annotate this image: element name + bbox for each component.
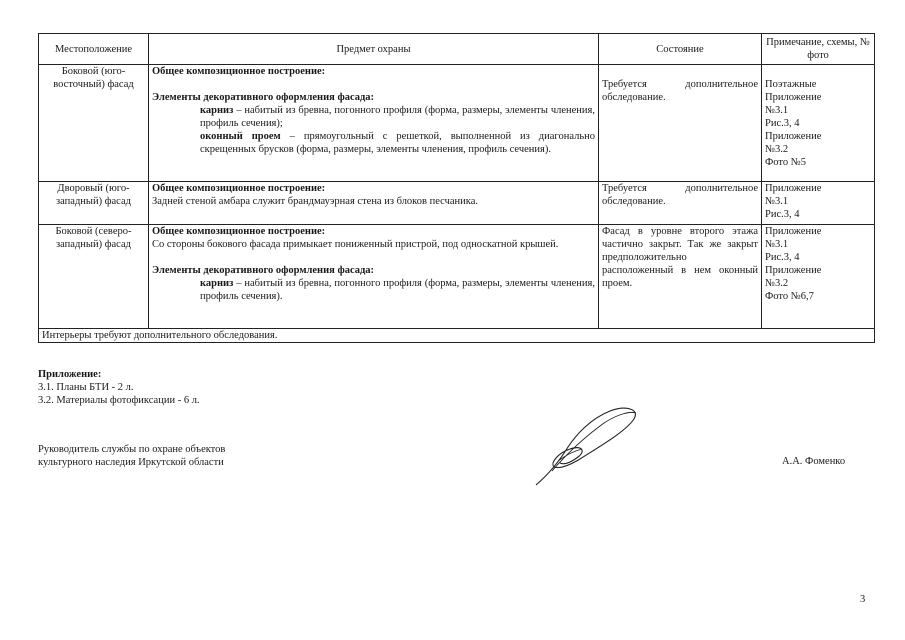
heritage-table [38,33,875,343]
appendix-item: 3.1. Планы БТИ - 2 л. [38,382,134,393]
item-text: – набитый из бревна, погонного профиля (форма, размеры, элементы членения, профиль сечения); [200,105,595,129]
note-line: Рис.3, 4 [765,118,800,129]
position-line: Руководитель службы по охране объектов [38,444,226,455]
row-notes [762,65,875,182]
subject-item [152,130,595,156]
note-line: Приложение [765,265,822,276]
header-state: Состояние [599,34,762,65]
note-line: №3.1 [765,196,789,207]
note-line: Приложение [765,183,822,194]
item-text: – прямоугольный с решеткой, выполненной из диагонально скрещенных брусков (форма, размеры, элементы членения, профиль сечения). [200,131,595,155]
header-notes: Примечание, схемы, № фото [762,34,875,65]
note-line: №3.1 [765,239,789,250]
subject-text: Задней стеной амбара служит брандмауэрная стена из блоков песчаника. [152,196,478,207]
subject-item [152,277,595,303]
subject-heading: Общее композиционное построение: [152,226,326,237]
appendix-section [38,368,200,407]
row-state: Требуется дополнительное обследование. [599,182,762,225]
interiors-note: Интерьеры требуют дополнительного обследования. [39,329,875,343]
row-notes [762,182,875,225]
table-footer-row [39,329,875,343]
subject-heading: Элементы декоративного оформления фасада: [152,265,375,276]
appendix-item: 3.2. Материалы фотофиксации - 6 л. [38,395,200,406]
subject-text: Со стороны бокового фасада примыкает пониженный пристрой, под односкатной крышей. [152,239,559,250]
row-location: Боковой (юго-восточный) фасад [39,65,149,182]
header-subject: Предмет охраны [149,34,599,65]
subject-item [152,104,595,130]
appendix-title: Приложение: [38,369,102,380]
subject-heading: Общее композиционное построение: [152,183,326,194]
item-text: – набитый из бревна, погонного профиля (форма, размеры, элементы членения, профиль сечения). [200,278,595,302]
note-line: Рис.3, 4 [765,209,800,220]
note-line: Приложение [765,226,822,237]
row-location: Дворовый (юго-западный) фасад [39,182,149,225]
note-line: Поэтажные [765,79,817,90]
signatory-position [38,443,225,469]
position-line: культурного наследия Иркутской области [38,457,224,468]
note-line: Приложение [765,131,822,142]
table-header-row [39,34,875,65]
header-location: Местоположение [39,34,149,65]
handwritten-signature [530,405,660,490]
note-line: Рис.3, 4 [765,252,800,263]
item-term: оконный проем [200,131,281,142]
row-subject [149,225,599,329]
item-term: карниз [200,278,234,289]
note-line: №3.2 [765,278,789,289]
row-subject [149,182,599,225]
row-location: Боковой (северо-западный) фасад [39,225,149,329]
page-number: 3 [860,594,866,605]
item-term: карниз [200,105,234,116]
note-line: Фото №6,7 [765,291,814,302]
note-line: Фото №5 [765,157,807,168]
note-line: Приложение [765,92,822,103]
signatory-name: А.А. Фоменко [782,456,846,467]
table-row [39,182,875,225]
subject-heading: Элементы декоративного оформления фасада: [152,92,375,103]
table-row [39,225,875,329]
subject-heading: Общее композиционное построение: [152,66,326,77]
note-line: №3.1 [765,105,789,116]
row-state: Фасад в уровне второго этажа частично закрыт. Так же закрыт предположительно расположенный в нем оконный проем. [599,225,762,329]
row-notes [762,225,875,329]
row-state: Требуется дополнительное обследование. [599,65,762,182]
table-row [39,65,875,182]
row-subject [149,65,599,182]
note-line: №3.2 [765,144,789,155]
